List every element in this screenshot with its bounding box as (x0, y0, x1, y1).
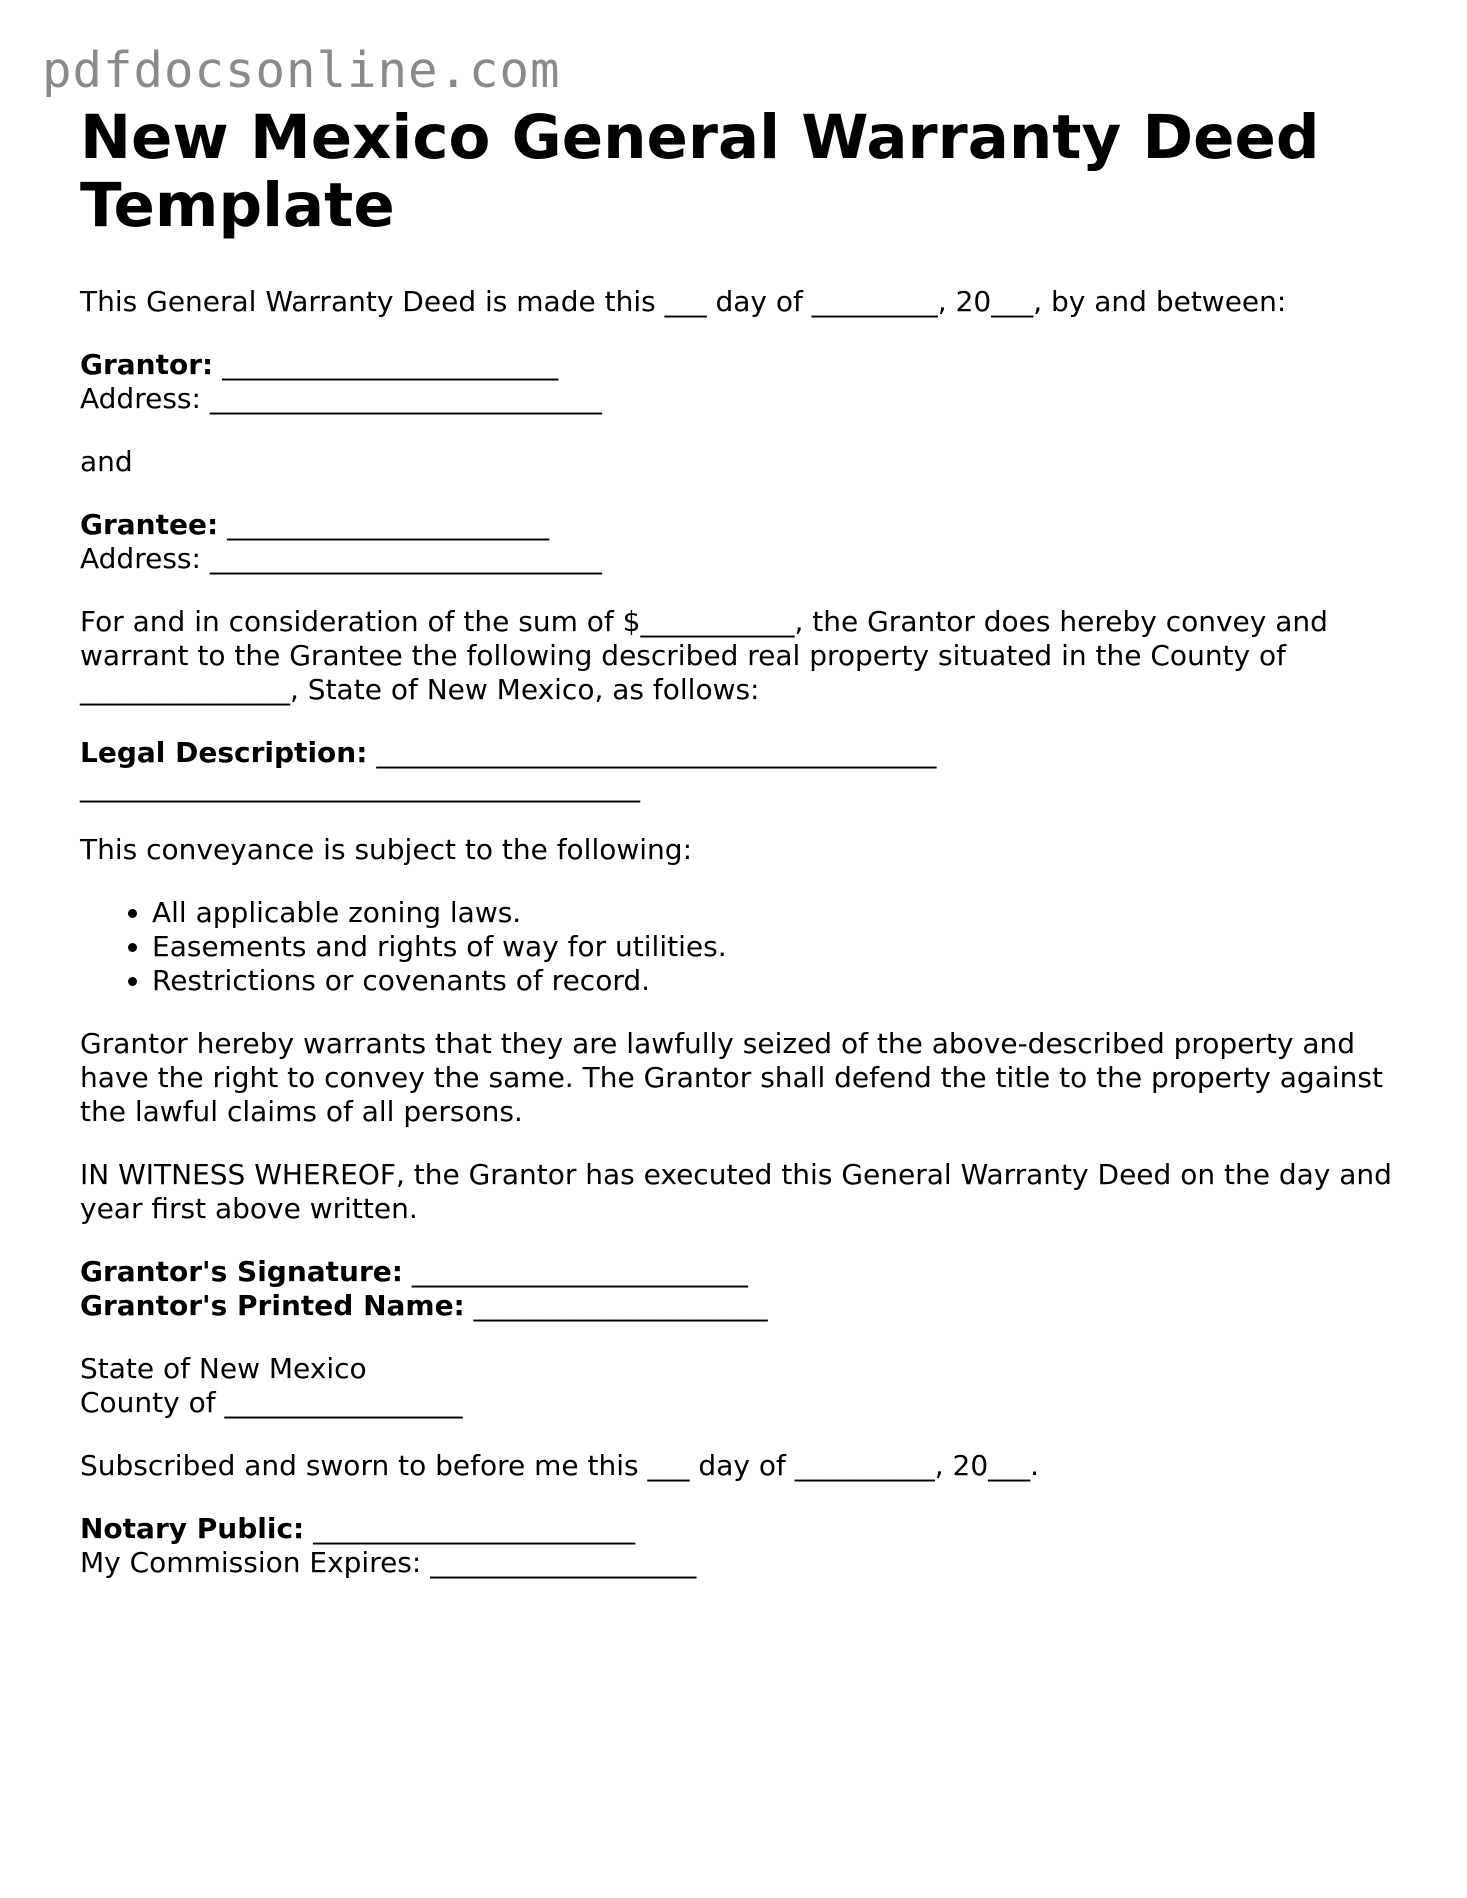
subject-list (80, 896, 1400, 998)
and-text: and (80, 445, 133, 478)
legal-description-line2: ________________________________________ (80, 770, 640, 803)
legal-description-label: Legal Description: (80, 736, 368, 769)
grantee-block (80, 508, 1400, 576)
intro-paragraph: This General Warranty Deed is made this ___ day of _________, 20___, by and between: (80, 285, 1287, 318)
notary-block (80, 1512, 1400, 1580)
consideration-paragraph: For and in consideration of the sum of $___________, the Grantor does hereby convey and warrant to the Grantee the following described real property situated in the County of _______________, State of New Mexico, as follows: (80, 605, 1328, 706)
notary-venue-block (80, 1352, 1400, 1420)
list-item: • Restrictions or covenants of record. (152, 964, 1400, 998)
notary-state: State of New Mexico (80, 1352, 367, 1385)
grantor-signature-label: Grantor's Signature: (80, 1255, 403, 1288)
subject-intro: This conveyance is subject to the following: (80, 833, 693, 866)
grantor-address: Address: ____________________________ (80, 382, 602, 415)
grantor-block (80, 348, 1400, 416)
grantor-label: Grantor: (80, 348, 214, 381)
notary-public-label: Notary Public: (80, 1512, 305, 1545)
witness-paragraph: IN WITNESS WHEREOF, the Grantor has executed this General Warranty Deed on the day and year first above written. (80, 1158, 1392, 1225)
watermark: pdfdocsonline.com (42, 42, 561, 99)
commission-expires: My Commission Expires: ___________________ (80, 1546, 697, 1579)
legal-description-blank: ________________________________________ (367, 736, 937, 769)
grantor-signature-blank: ________________________ (402, 1255, 748, 1288)
list-item: • Easements and rights of way for utilities. (152, 930, 1400, 964)
signature-block (80, 1255, 1400, 1323)
list-item: • All applicable zoning laws. (152, 896, 1400, 930)
grantee-address: Address: ____________________________ (80, 542, 602, 575)
grantor-printed-name-blank: _____________________ (464, 1289, 768, 1322)
grantor-printed-name-label: Grantor's Printed Name: (80, 1289, 465, 1322)
warranty-paragraph: Grantor hereby warrants that they are lawfully seized of the above-described property and have the right to convey the same. The Grantor shall defend the title to the property against the lawful claims of all persons. (80, 1027, 1383, 1128)
legal-description-block (80, 736, 1400, 804)
document-page (80, 104, 1400, 1609)
sworn-paragraph: Subscribed and sworn to before me this ___ day of __________, 20___. (80, 1449, 1040, 1482)
document-title: New Mexico General Warranty Deed Template (80, 102, 1320, 241)
notary-county: County of _________________ (80, 1386, 463, 1419)
grantee-label: Grantee: (80, 508, 219, 541)
grantor-blank: ________________________ (213, 348, 559, 381)
grantee-blank: _______________________ (218, 508, 550, 541)
notary-public-blank: _______________________ (304, 1512, 636, 1545)
